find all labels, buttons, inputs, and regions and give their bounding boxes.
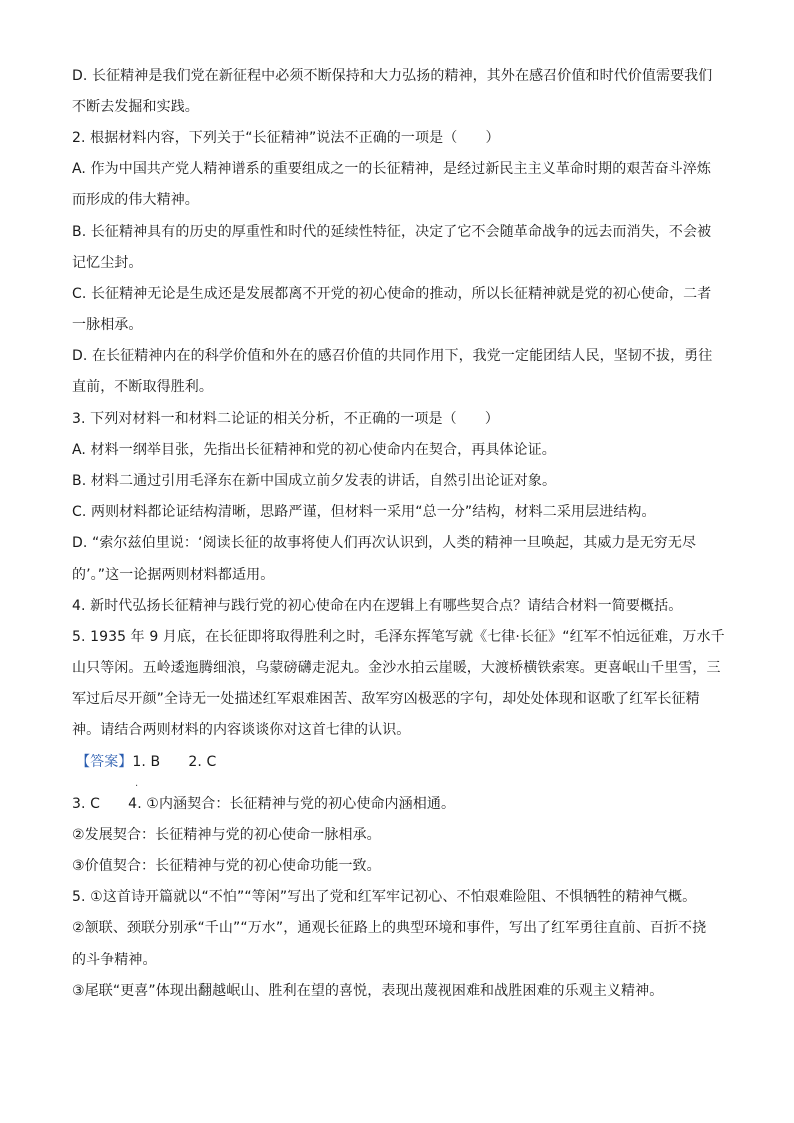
answer-tag: 【答案】 [76, 754, 133, 770]
question-4-stem: 4. 新时代弘扬长征精神与践行党的初心使命在内在逻辑上有哪些契合点？请结合材料一简要概括。 [72, 598, 683, 614]
q2-option-c-line-1: C. 长征精神无论是生成还是发展都离不开党的初心使命的推动，所以长征精神就是党的初心使命，二者 [72, 286, 712, 302]
answer-dot-mark: · [135, 781, 139, 792]
q3-option-d-line-2: 的’。”这一论据两则材料都适用。 [72, 567, 275, 583]
q2-option-b-line-1: B. 长征精神具有的历史的厚重性和时代的延续性特征，决定了它不会随革命战争的远去而消失，不会被 [72, 224, 712, 240]
answer-4-point-3: ③价值契合：长征精神与党的初心使命功能一致。 [72, 858, 381, 874]
answer-5-point-2-line-1: ②颔联、颈联分别承“千山”“万水”，通观长征路上的典型环境和事件，写出了红军勇往直前、百折不挠 [72, 920, 707, 936]
answer-3-4-line: 3. C 4. ①内涵契合：长征精神与党的初心使命内涵相通。 [72, 796, 456, 812]
q2-option-c-line-2: 一脉相承。 [72, 317, 143, 333]
option-d-line-1: D. 长征精神是我们党在新征程中必须不断保持和大力弘扬的精神，其外在感召价值和时代价值需要我们 [72, 68, 713, 84]
question-5-stem-line-3: 军过后尽开颜”全诗无一处描述红军艰难困苦、敌军穷凶极恶的字句，却处处体现和讴歌了红军长征精 [72, 691, 700, 707]
answer-5-point-2-line-2: 的斗争精神。 [72, 952, 157, 968]
q3-option-c: C. 两则材料都论证结构清晰，思路严谨，但材料一采用“总一分”结构，材料二采用层进结构。 [72, 504, 656, 520]
q2-option-d-line-1: D. 在长征精神内在的科学价值和外在的感召价值的共同作用下，我党一定能团结人民，坚韧不拔，勇往 [72, 348, 713, 364]
q2-option-a-line-1: A. 作为中国共产党人精神谱系的重要组成之一的长征精神，是经过新民主主义革命时期的艰苦奋斗淬炼 [72, 161, 711, 177]
answer-5-point-3: ③尾联“更喜”体现出翻越岷山、胜利在望的喜悦，表现出蔑视困难和战胜困难的乐观主义精神。 [72, 983, 664, 999]
answer-4-point-2: ②发展契合：长征精神与党的初心使命一脉相承。 [72, 827, 381, 843]
q2-option-b-line-2: 记忆尘封。 [72, 255, 143, 271]
answer-line [76, 752, 736, 772]
q2-option-d-line-2: 直前，不断取得胜利。 [72, 379, 213, 395]
question-3-stem: 3. 下列对材料一和材料二论证的相关分析，不正确的一项是（ ） [72, 411, 500, 427]
answer-5-point-1: 5. ①这首诗开篇就以“不怕”“等闲”写出了党和红军牢记初心、不怕艰难险阻、不惧牺牲的精神气概。 [72, 889, 697, 905]
q3-option-b: B. 材料二通过引用毛泽东在新中国成立前夕发表的讲话，自然引出论证对象。 [72, 473, 557, 489]
q3-option-a: A. 材料一纲举目张，先指出长征精神和党的初心使命内在契合，再具体论证。 [72, 442, 556, 458]
question-2-stem: 2. 根据材料内容，下列关于“长征精神”说法不正确的一项是（ ） [72, 130, 500, 146]
question-5-stem-line-2: 山只等闲。五岭逶迤腾细浪，乌蒙磅礴走泥丸。金沙水拍云崖暖，大渡桥横铁索寒。更喜岷山千里雪，三 [72, 660, 721, 676]
question-5-stem-line-4: 神。请结合两则材料的内容谈谈你对这首七律的认识。 [72, 722, 411, 738]
q3-option-d-line-1: D. “索尔兹伯里说：‘阅读长征的故事将使人们再次认识到，人类的精神一旦唤起，其威力是无穷无尽 [72, 535, 697, 551]
question-5-stem-line-1: 5. 1935 年 9 月底，在长征即将取得胜利之时，毛泽东挥笔写就《七律·长征》“红军不怕远征难，万水千 [72, 629, 725, 645]
q2-option-a-line-2: 而形成的伟大精神。 [72, 192, 199, 208]
answer-1-2: 1. B 2. C [132, 754, 217, 770]
option-d-line-2: 不断去发掘和实践。 [72, 99, 199, 115]
